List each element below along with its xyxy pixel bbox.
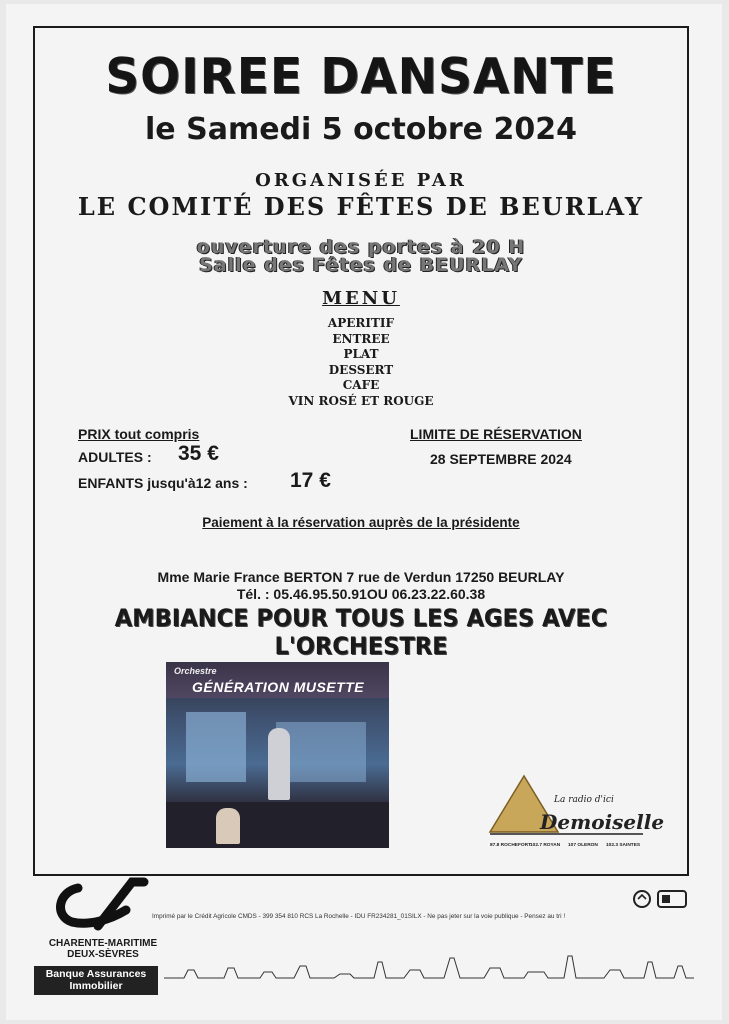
menu-item: VIN ROSÉ ET ROUGE [288,393,434,408]
venue: Salle des Fêtes de BEURLAY [199,254,523,276]
radio-name: Demoiselle [540,810,665,834]
legal-notice: Imprimé par le Crédit Agricole CMDS - 399 354 810 RCS La Rochelle - IDU FR234281_01SILX - Ne pas jeter sur la voie publique - Pensez au tri ! [152,913,566,920]
radio-frequency: 87.8 ROCHEFORT [490,843,532,848]
radio-frequency: 107 OLERON [568,843,598,848]
stage-light [186,712,246,782]
organized-by-label: ORGANISÉE PAR [255,170,467,191]
credit-agricole-logo [48,876,152,936]
contact-address: Mme Marie France BERTON 7 rue de Verdun 17250 BEURLAY [157,569,565,585]
menu-item: PLAT [343,347,379,362]
menu-item: DESSERT [328,362,394,377]
radio-frequency: 102.3 SAINTES [606,843,641,848]
menu-title: MENU [322,288,400,309]
contact-phone: Tél. : 05.46.95.50.91OU 06.23.22.60.38 [236,586,486,602]
payment-note: Paiement à la réservation auprès de la présidente [202,515,520,530]
adult-price: 35 € [178,442,219,465]
price-label: PRIX tout compris [78,426,200,442]
deadline-label: LIMITE DE RÉSERVATION [410,426,582,442]
doors-opening: ouverture des portes à 20 H [196,236,526,258]
city-skyline-drawing [164,948,694,986]
recycle-icon [634,891,650,907]
deadline-date: 28 SEPTEMBRE 2024 [430,451,572,467]
photo-caption-small: Orchestre [174,666,217,676]
photo-caption-name: GÉNÉRATION MUSETTE [192,679,365,695]
menu-list [33,316,689,410]
organizer-name: LE COMITÉ DES FÊTES DE BEURLAY [77,192,645,221]
bank-line-1: Banque Assurances [45,968,147,980]
event-title: SOIREE DANSANTE [105,48,617,105]
bank-tagline [34,966,158,995]
accordionist-figure [216,808,240,844]
adult-label: ADULTES : [78,449,152,465]
musician-figure [268,728,290,800]
bank-line-2: Immobilier [69,980,123,992]
menu-item: ENTREE [332,331,390,346]
radio-frequency: 102.7 ROYAN [530,843,561,848]
radio-logo [488,772,665,862]
child-price: 17 € [290,469,331,492]
radio-tagline: La radio d'ici [554,795,614,805]
menu-item: CAFE [342,378,380,393]
menu-item: APERITIF [327,316,395,330]
recycling-icons [632,888,690,910]
stage-floor [166,802,389,848]
orchestra-photo [166,662,389,848]
ambiance-banner: AMBIANCE POUR TOUS LES AGES AVEC L'ORCHESTRE [114,604,608,660]
child-label: ENFANTS jusqu'à12 ans : [78,475,248,491]
event-date: le Samedi 5 octobre 2024 [145,112,577,147]
region-name: CHARENTE-MARITIME DEUX-SÈVRES [48,938,158,960]
